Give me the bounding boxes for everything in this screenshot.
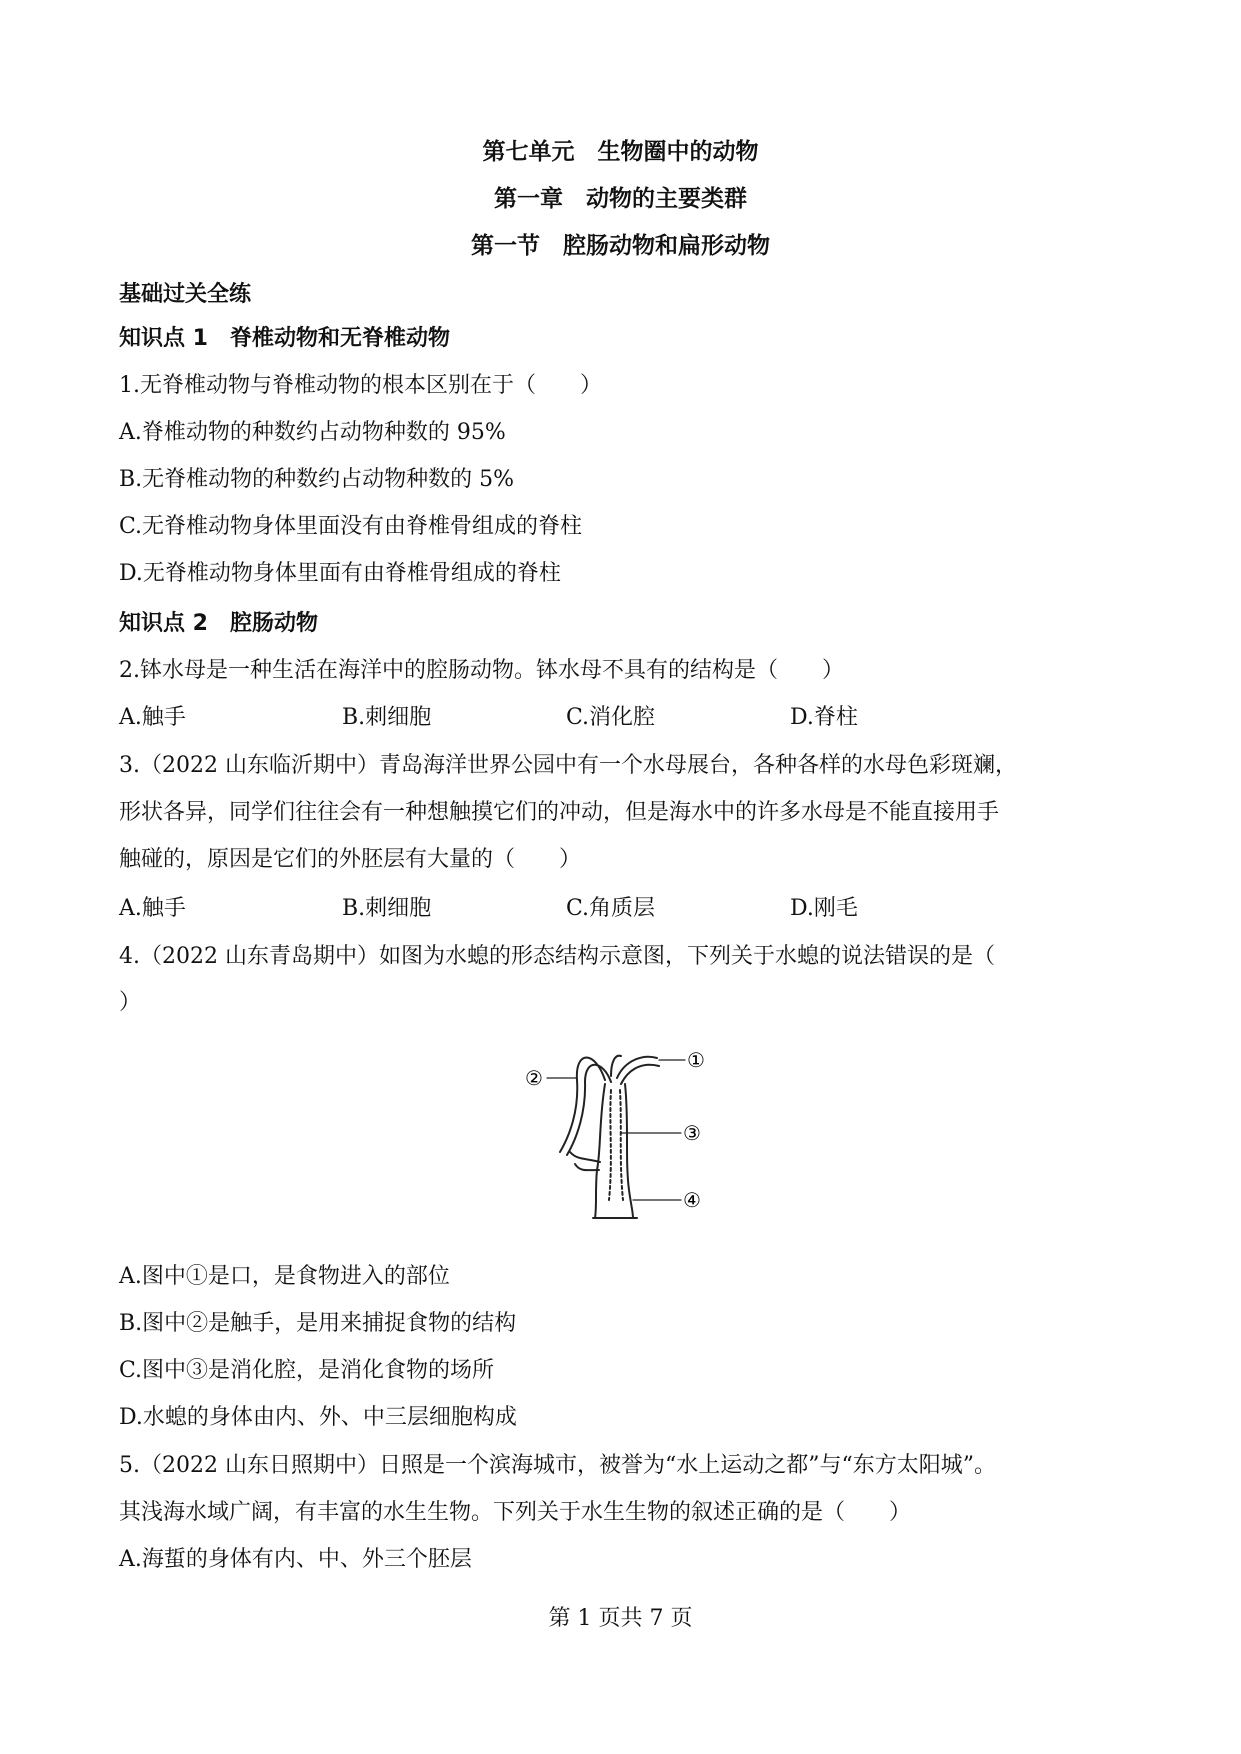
q2-stem: 2.钵水母是一种生活在海洋中的腔肠动物。钵水母不具有的结构是（ ） (119, 658, 844, 683)
hydra-tentacle-left (560, 1058, 605, 1153)
practice-heading: 基础过关全练 (119, 282, 252, 307)
q2-option-b: B.刺细胞 (342, 705, 432, 730)
unit-title: 第七单元 生物圈中的动物 (482, 139, 759, 165)
q3-option-c: C.角质层 (566, 896, 656, 921)
q1-option-a: A.脊椎动物的种数约占动物种数的 95% (119, 420, 506, 445)
q1-option-d: D.无脊椎动物身体里面有由脊椎骨组成的脊柱 (119, 561, 561, 586)
figure-label-2: ② (525, 1066, 543, 1090)
q4-option-b: B.图中②是触手，是用来捕捉食物的结构 (119, 1311, 517, 1336)
q5-line-2: 其浅海水域广阔，有丰富的水生生物。下列关于水生生物的叙述正确的是（ ） (119, 1500, 912, 1525)
page-footer: 第 1 页共 7 页 (548, 1606, 693, 1631)
q3-option-b: B.刺细胞 (342, 896, 432, 921)
hydra-body (595, 1084, 605, 1218)
q3-options-row (0, 894, 1241, 924)
q3-line-1: 3.（2022 山东临沂期中）青岛海洋世界公园中有一个水母展台，各种各样的水母色彩斑斓， (119, 753, 1017, 778)
q2-option-c: C.消化腔 (566, 705, 656, 730)
chapter-title: 第一章 动物的主要类群 (494, 186, 747, 212)
hydra-digestive-cavity (609, 1090, 611, 1200)
q4-option-c: C.图中③是消化腔，是消化食物的场所 (119, 1358, 495, 1383)
q2-option-d: D.脊柱 (790, 705, 858, 730)
q1-stem: 1.无脊椎动物与脊椎动物的根本区别在于（ ） (119, 373, 602, 398)
q3-line-3: 触碰的，原因是它们的外胚层有大量的（ ） (119, 847, 582, 872)
figure-label-1: ① (687, 1048, 705, 1072)
q4-line-2: ） (119, 990, 142, 1015)
q3-option-d: D.刚毛 (790, 896, 858, 921)
q5-line-1: 5.（2022 山东日照期中）日照是一个滨海城市，被誉为“水上运动之都”与“东方太阳城”。 (119, 1453, 996, 1478)
figure-label-3: ③ (683, 1121, 701, 1145)
q4-option-d: D.水螅的身体由内、外、中三层细胞构成 (119, 1405, 517, 1430)
hydra-diagram (525, 1040, 715, 1225)
q2-option-a: A.触手 (119, 705, 186, 730)
q3-option-a: A.触手 (119, 896, 186, 921)
hydra-figure (525, 1040, 715, 1225)
q5-option-a: A.海蜇的身体有内、中、外三个胚层 (119, 1547, 472, 1572)
q4-line-1: 4.（2022 山东青岛期中）如图为水螅的形态结构示意图，下列关于水螅的说法错误的是（ (119, 944, 995, 969)
q1-option-c: C.无脊椎动物身体里面没有由脊椎骨组成的脊柱 (119, 514, 583, 539)
section-title: 第一节 腔肠动物和扁形动物 (471, 233, 770, 259)
hydra-bud (570, 1152, 600, 1170)
q2-options-row (0, 703, 1241, 733)
q3-line-2: 形状各异，同学们往往会有一种想触摸它们的冲动，但是海水中的许多水母是不能直接用手 (119, 800, 1000, 825)
knowledge-point-1: 知识点 1 脊椎动物和无脊椎动物 (119, 326, 450, 351)
q1-option-b: B.无脊椎动物的种数约占动物种数的 5% (119, 467, 515, 492)
q4-option-a: A.图中①是口，是食物进入的部位 (119, 1264, 450, 1289)
knowledge-point-2: 知识点 2 腔肠动物 (119, 611, 318, 636)
figure-label-4: ④ (683, 1188, 701, 1212)
